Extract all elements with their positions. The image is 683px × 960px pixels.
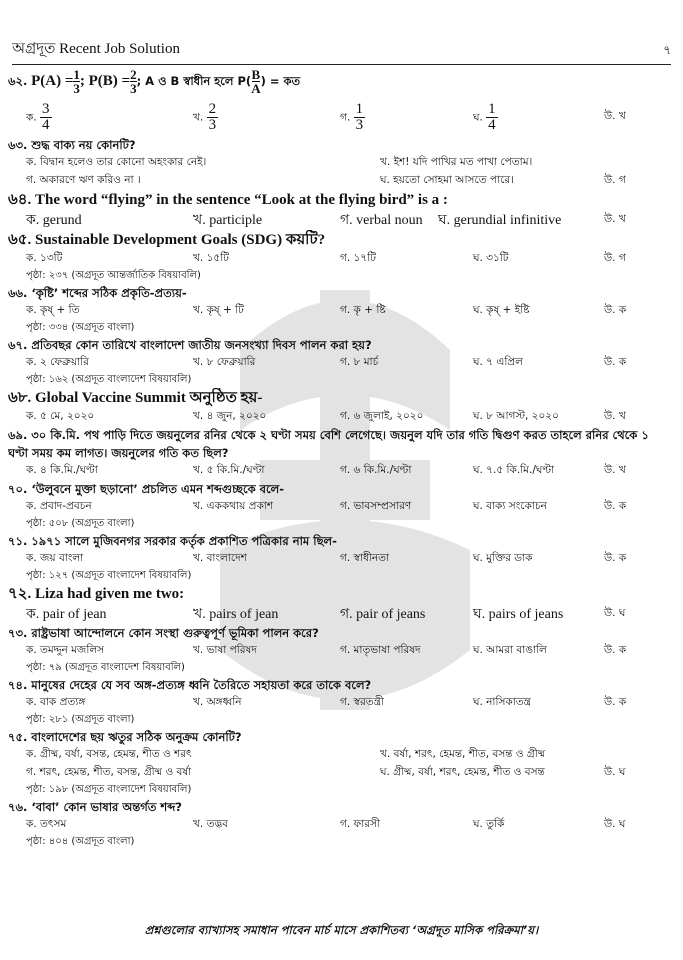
question-69	[8, 426, 676, 480]
answer: উ. খ	[604, 212, 626, 225]
option-ka: ক. প্রবাদ-প্রবচন	[26, 499, 92, 512]
options-row	[8, 154, 676, 172]
option-gha: ঘ. $\frac{1}{4}$	[473, 100, 496, 133]
question-64	[8, 190, 676, 230]
option-ga: গ. ৮ মার্চ	[340, 355, 379, 368]
answer: উ. গ	[604, 251, 626, 264]
options-row	[8, 550, 676, 568]
options-row	[8, 210, 676, 230]
fraction: B A	[251, 66, 261, 96]
question-66	[8, 284, 676, 336]
options-row	[8, 408, 676, 426]
answer: উ. ক	[604, 499, 627, 512]
option-kha: খ. ৪ জুন, ২০২০	[193, 409, 267, 422]
question-text: ৭৪. মানুষের দেহের যে সব অঙ্গ-প্রত্যঙ্গ ধ্বনি তৈরিতে সহায়তা করে তাকে বলে?	[8, 678, 372, 692]
question-76	[8, 798, 676, 850]
option-ka: ক. pair of jean	[26, 607, 107, 622]
option-gha: ঘ. বাক্য সংকোচন	[473, 499, 547, 512]
options-row	[8, 746, 676, 764]
page-reference: পৃষ্ঠা: ১৬২ (অগ্রদূত বাংলাদেশ বিষয়াবলি)	[26, 374, 192, 385]
question-list	[8, 64, 676, 850]
page-reference: পৃষ্ঠা: ৭৯ (অগ্রদূত বাংলাদেশ বিষয়াবলি)	[26, 662, 185, 673]
question-74	[8, 676, 676, 728]
answer: উ. খ	[604, 109, 626, 122]
option-gha: ঘ. gerundial infinitive	[438, 213, 562, 228]
options-row	[8, 604, 676, 624]
page-reference: পৃষ্ঠা: ১৯৮ (অগ্রদূত বাংলাদেশ বিষয়াবলি)	[26, 784, 192, 795]
option-ga: গ. verbal noun	[340, 213, 423, 228]
option-gha: ঘ. ৩১টি	[473, 251, 509, 264]
option-ka: ক. ৪ কি.মি./ঘণ্টা	[26, 463, 98, 476]
question-text: ৭১. ১৯৭১ সালে মুজিবনগর সরকার কর্তৃক প্রকাশিত পত্রিকার নাম ছিল-	[8, 534, 337, 548]
question-text: ৭৫. বাংলাদেশের ছয় ঋতুর সঠিক অনুক্রম কোনটি?	[8, 730, 242, 744]
footer-note: প্রশ্নগুলোর ব্যাখ্যাসহ সমাধান পাবেন মার্চ মাসে প্রকাশিতব্য ‘অগ্রদূত মাসিক পরিক্রমা’য়।	[144, 923, 539, 937]
question-text: ৬৯. ৩০ কি.মি. পথ পাড়ি দিতে জয়নুলের রনির থেকে ২ ঘণ্টা সময় বেশি লেগেছে। জয়নুল যদি তার গতি দ্বিগুণ করত তাহলে রনির থেকে ১ ঘণ্টা সময় কম লাগত। জয়নুলের গতি কত ছিল?	[8, 428, 649, 460]
answer: উ. খ	[604, 463, 626, 476]
options-row	[8, 764, 676, 782]
options-row	[8, 354, 676, 372]
option-ga: গ. কৃ + ষ্টি	[340, 303, 386, 316]
option-ka: ক. ১৩টি	[26, 251, 63, 264]
question-text: ৬৪. The word “flying” in the sentence “Look at the flying bird” is a :	[8, 192, 448, 208]
question-68	[8, 388, 676, 426]
option-ka: ক. ২ ফেব্রুয়ারি	[26, 355, 89, 368]
option-ga: গ. ৬ কি.মি./ঘণ্টা	[340, 463, 412, 476]
option-ga: গ. $\frac{1}{3}$	[340, 100, 364, 133]
option-ga: গ. শরৎ, হেমন্ত, শীত, বসন্ত, গ্রীষ্ম ও বর্ষা	[26, 765, 192, 778]
options-row	[8, 694, 676, 712]
option-ga: গ. স্বরতন্ত্রী	[340, 695, 384, 708]
option-kha: খ. বাংলাদেশ	[193, 551, 247, 564]
page-reference: পৃষ্ঠা: ৫০৮ (অগ্রদূত বাংলা)	[26, 518, 135, 529]
page-reference: পৃষ্ঠা: ২৩৭ (অগ্রদূত আন্তর্জাতিক বিষয়াবলি)	[26, 270, 201, 281]
option-ka: ক. কৃষ্ + তি	[26, 303, 80, 316]
page-reference: পৃষ্ঠা: ২৮১ (অগ্রদূত বাংলা)	[26, 714, 135, 725]
answer: উ. ক	[604, 303, 627, 316]
question-text: ৭৬. ‘বাবা’ কোন ভাষার অন্তর্গত শব্দ?	[8, 800, 182, 814]
option-ka: ক. $\frac{3}{4}$	[26, 100, 50, 133]
option-kha: খ. তদ্ভব	[193, 817, 229, 830]
options-row	[8, 498, 676, 516]
page-reference: পৃষ্ঠা: ৩৩৪ (অগ্রদূত বাংলা)	[26, 322, 135, 333]
question-63	[8, 136, 676, 190]
option-gha: ঘ. গ্রীষ্ম, বর্ষা, শরৎ, হেমন্ত, শীত ও বসন্ত	[380, 765, 545, 778]
option-ka: ক. জয় বাংলা	[26, 551, 84, 564]
option-ga: গ. ফারসী	[340, 817, 380, 830]
option-ka: ক. বাক প্রত্যঙ্গ	[26, 695, 86, 708]
option-ka: ক. বিদ্বান হলেও তার কোনো অহংকার নেই।	[26, 155, 207, 168]
answer: উ. ঘ	[604, 765, 626, 778]
option-kha: খ. কৃষ্ + টি	[193, 303, 244, 316]
option-gha: ঘ. ৭.৫ কি.মি./ঘণ্টা	[473, 463, 555, 476]
header-title: অগ্রদূত Recent Job Solution	[12, 41, 180, 57]
option-gha: ঘ. নাসিকাতন্ত্র	[473, 695, 531, 708]
eq-part: P(A) =	[31, 73, 74, 89]
option-kha: খ. pairs of jean	[193, 607, 279, 622]
option-kha: খ. এককথায় প্রকাশ	[193, 499, 274, 512]
option-ga: গ. অকারণে ঋণ করিও না ।	[26, 173, 141, 186]
option-ga: গ. ৬ জুলাই, ২০২০	[340, 409, 424, 422]
option-ga: গ. ভাবসম্প্রসারণ	[340, 499, 412, 512]
question-67	[8, 336, 676, 388]
question-72	[8, 584, 676, 624]
option-ka: ক. gerund	[26, 213, 82, 228]
options-row	[8, 642, 676, 660]
option-kha: খ. $\frac{2}{3}$	[193, 100, 217, 133]
option-gha: ঘ. মুক্তির ডাক	[473, 551, 533, 564]
option-gha: ঘ. pairs of jeans	[473, 607, 564, 622]
options-row	[8, 816, 676, 834]
question-text: ৬৬. ‘কৃষ্টি’ শব্দের সঠিক প্রকৃতি-প্রত্যয়-	[8, 286, 187, 300]
fraction: $\frac{2}{3}$	[130, 66, 137, 96]
question-70	[8, 480, 676, 532]
question-65	[8, 230, 676, 284]
option-ka: ক. তমদ্দুন মজলিস	[26, 643, 105, 656]
answer: উ. ক	[604, 551, 627, 564]
option-kha: খ. ইশ! যদি পাখির মত পাখা পেতাম।	[380, 155, 533, 168]
options-row	[8, 250, 676, 268]
eq-part: ; A ও B স্বাধীন হলে P(	[136, 74, 252, 88]
options-row	[8, 172, 676, 190]
option-kha: খ. ভাষা পরিষদ	[193, 643, 257, 656]
question-text: ৬৩. শুদ্ধ বাক্য নয় কোনটি?	[8, 138, 136, 152]
option-kha: খ. participle	[193, 213, 263, 228]
option-kha: খ. অঙ্গধ্বনি	[193, 695, 242, 708]
answer: উ. ক	[604, 695, 627, 708]
option-ga: গ. স্বাধীনতা	[340, 551, 390, 564]
question-text: ৬৭. প্রতিবছর কোন তারিখে বাংলাদেশ জাতীয় জনসংখ্যা দিবস পালন করা হয়?	[8, 338, 372, 352]
answer: উ. খ	[604, 409, 626, 422]
page-number: ৭	[663, 43, 671, 57]
answer: উ. গ	[604, 173, 626, 186]
answer: উ. ক	[604, 643, 627, 656]
question-75	[8, 728, 676, 798]
eq-part: ) = কত	[260, 74, 301, 88]
question-text: ৭৩. রাষ্ট্রভাষা আন্দোলনে কোন সংস্থা গুরুত্বপূর্ণ ভূমিকা পালন করে?	[8, 626, 319, 640]
page-reference: পৃষ্ঠা: ৪০৪ (অগ্রদূত বাংলা)	[26, 836, 135, 847]
answer: উ. ক	[604, 355, 627, 368]
option-ka: ক. গ্রীষ্ম, বর্ষা, বসন্ত, হেমন্ত, শীত ও শরৎ	[26, 747, 192, 760]
question-text: ৬৮. Global Vaccine Summit অনুষ্ঠিত হয়-	[8, 390, 263, 406]
option-gha: ঘ. আমরা বাঙালি	[473, 643, 547, 656]
option-ga: গ. ১৭টি	[340, 251, 376, 264]
options-row	[8, 302, 676, 320]
options-row	[8, 98, 676, 136]
option-gha: ঘ. ৭ এপ্রিল	[473, 355, 523, 368]
option-kha: খ. ১৫টি	[193, 251, 229, 264]
fraction: $\frac{1}{3}$	[73, 66, 80, 96]
question-text: ৭০. ‘উলুবনে মুক্তা ছড়ানো’ প্রচলিত এমন শব্দগুচ্ছকে বলে-	[8, 482, 284, 496]
page-header	[12, 38, 671, 65]
option-ga: গ. pair of jeans	[340, 607, 426, 622]
option-gha: ঘ. কৃষ্ + ইষ্টি	[473, 303, 530, 316]
answer: উ. ঘ	[604, 606, 626, 619]
question-number: ৬২.	[8, 74, 28, 88]
page-reference: পৃষ্ঠা: ১২৭ (অগ্রদূত বাংলাদেশ বিষয়াবলি)	[26, 570, 192, 581]
question-71	[8, 532, 676, 584]
answer: উ. ঘ	[604, 817, 626, 830]
options-row	[8, 462, 676, 480]
question-text: ৭২. Liza had given me two:	[8, 586, 185, 602]
question-73	[8, 624, 676, 676]
option-ka: ক. তৎসম	[26, 817, 67, 830]
option-ga: গ. মাতৃভাষা পরিষদ	[340, 643, 421, 656]
option-ka: ক. ৫ মে, ২০২০	[26, 409, 95, 422]
option-kha: খ. ৫ কি.মি./ঘণ্টা	[193, 463, 265, 476]
question-62	[8, 64, 676, 136]
option-gha: ঘ. হয়তো সোহমা আসতে পারে।	[380, 173, 514, 186]
option-kha: খ. ৮ ফেব্রুয়ারি	[193, 355, 256, 368]
option-gha: ঘ. তুর্কি	[473, 817, 505, 830]
option-gha: ঘ. ৮ আগস্ট, ২০২০	[473, 409, 559, 422]
option-kha: খ. বর্ষা, শরৎ, হেমন্ত, শীত, বসন্ত ও গ্রীষ্ম	[380, 747, 546, 760]
eq-part: ; P(B) =	[79, 73, 131, 89]
question-text: ৬৫. Sustainable Development Goals (SDG) কয়টি?	[8, 232, 326, 248]
